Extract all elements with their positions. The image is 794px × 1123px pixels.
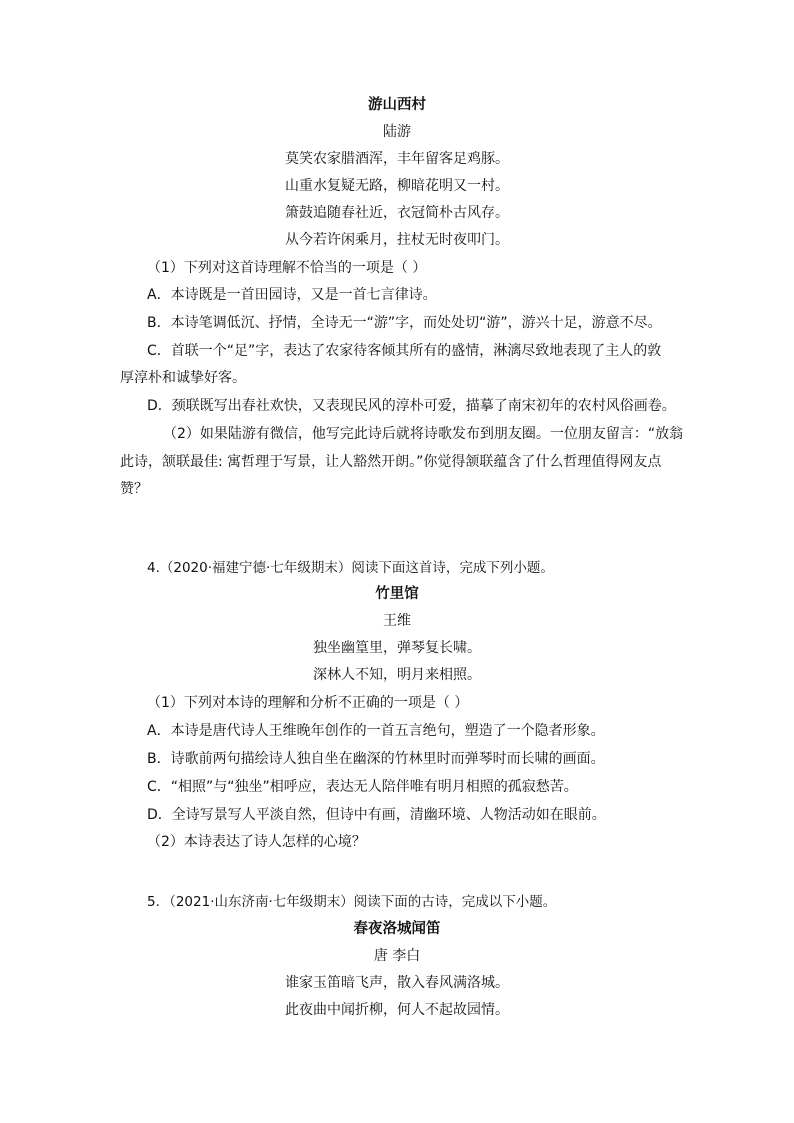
question4-option-b: B．诗歌前两句描绘诗人独自坐在幽深的竹林里时而弹琴时而长啸的画面。 bbox=[147, 751, 605, 767]
question5-poem-line-1: 谁家玉笛暗飞声，散入春风满洛城。 bbox=[285, 975, 509, 991]
question5-poem-title: 春夜洛城闻笛 bbox=[353, 921, 441, 937]
poem1-option-a: A．本诗既是一首田园诗，又是一首七言律诗。 bbox=[147, 287, 437, 303]
question4-option-d: D．全诗写景写人平淡自然，但诗中有画，清幽环境、人物活动如在眼前。 bbox=[147, 807, 606, 823]
poem1-question-2-line-2: 此诗，颔联最佳: 寓哲理于写景，让人豁然开朗。”你觉得颔联蕴含了什么哲理值得网友点 bbox=[120, 454, 662, 470]
poem1-question-2-line-1: （2）如果陆游有微信，他写完此诗后就将诗歌发布到朋友圈。一位朋友留言：“放翁 bbox=[163, 426, 684, 442]
poem1-option-b: B．本诗笔调低沉、抒情，全诗无一“游”字，而处处切“游”，游兴十足，游意不尽。 bbox=[147, 315, 662, 331]
question4-sub-2: （2）本诗表达了诗人怎样的心境？ bbox=[147, 834, 366, 850]
question4-sub-1: （1）下列对本诗的理解和分析不正确的一项是（ ） bbox=[147, 695, 469, 711]
question4-poem-line-2: 深林人不知，明月来相照。 bbox=[313, 667, 481, 683]
poem1-line-3: 箫鼓追随春社近，衣冠简朴古风存。 bbox=[285, 205, 509, 221]
question4-poem-title: 竹里馆 bbox=[375, 586, 419, 602]
question5-poem-line-2: 此夜曲中闻折柳，何人不起故园情。 bbox=[285, 1002, 509, 1018]
question4-header: 4.（2020·福建宁德·七年级期末）阅读下面这首诗，完成下列小题。 bbox=[147, 560, 554, 576]
question5-header: 5．（2021·山东济南·七年级期末）阅读下面的古诗，完成以下小题。 bbox=[147, 894, 557, 910]
poem1-question-1: （1）下列对这首诗理解不恰当的一项是（ ） bbox=[147, 260, 427, 276]
poem1-option-c: C．首联一个“足”字，表达了农家待客倾其所有的盛情，淋漓尽致地表现了主人的敦 bbox=[147, 343, 662, 359]
question4-poem-line-1: 独坐幽篁里，弹琴复长啸。 bbox=[313, 640, 481, 656]
poem1-line-2: 山重水复疑无路，柳暗花明又一村。 bbox=[285, 178, 509, 194]
question4-poem-author: 王维 bbox=[383, 613, 411, 629]
poem1-author: 陆游 bbox=[383, 124, 411, 140]
poem1-option-d: D．颈联既写出春社欢快，又表现民风的淳朴可爱，描摹了南宋初年的农村风俗画卷。 bbox=[147, 398, 676, 414]
question5-poem-author: 唐 李白 bbox=[373, 948, 421, 964]
question4-option-a: A．本诗是唐代诗人王维晚年创作的一首五言绝句，塑造了一个隐者形象。 bbox=[147, 723, 605, 739]
poem1-question-2-line-3: 赞？ bbox=[120, 481, 148, 497]
poem1-line-4: 从今若许闲乘月，拄杖无时夜叩门。 bbox=[285, 232, 509, 248]
question4-option-c: C．“相照”与“独坐”相呼应，表达无人陪伴唯有明月相照的孤寂愁苦。 bbox=[147, 779, 578, 795]
poem1-line-1: 莫笑农家腊酒浑，丰年留客足鸡豚。 bbox=[285, 151, 509, 167]
poem1-option-c-cont: 厚淳朴和诚挚好客。 bbox=[120, 370, 246, 386]
poem1-title: 游山西村 bbox=[368, 97, 426, 113]
